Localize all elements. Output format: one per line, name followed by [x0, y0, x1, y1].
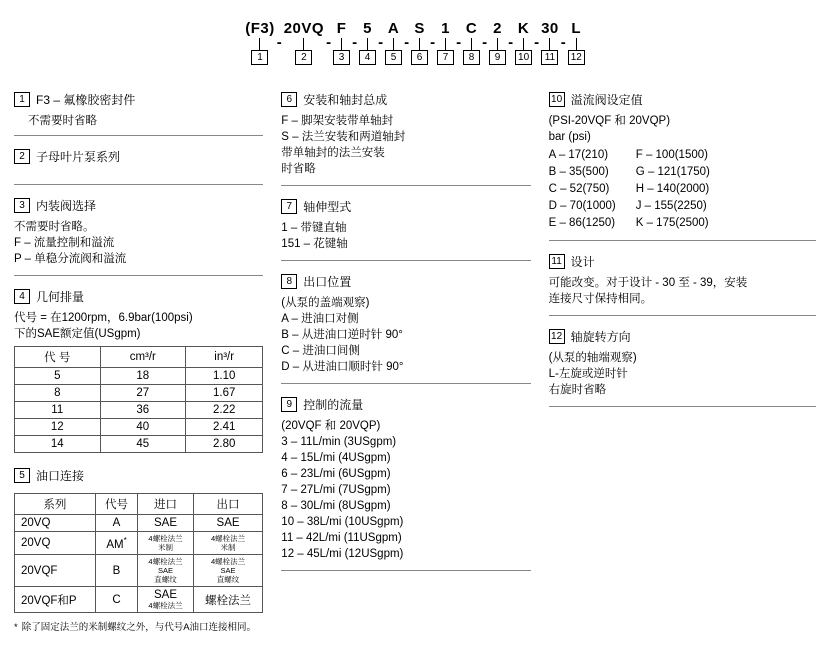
item-9-line-7: 10 – 38L/mi (10USgpm) [281, 516, 404, 528]
item-number-2: 2 [14, 149, 30, 164]
item-title-3: 内装阀选择 [36, 199, 97, 213]
leader-line-1 [259, 38, 260, 50]
item-number-3: 3 [14, 198, 30, 213]
cell-code: 8 [15, 385, 101, 402]
divider [549, 406, 816, 407]
code-segment-6[interactable] [411, 20, 428, 65]
leader-line-8 [471, 38, 472, 50]
table-header-row [15, 347, 263, 368]
cell-code: 5 [15, 368, 101, 385]
cell-outlet [193, 532, 263, 555]
legend-item-3 [14, 197, 263, 276]
item-9-line-6: 8 – 30L/mi (8USgpm) [281, 500, 391, 512]
divider [281, 260, 530, 261]
legend-column-2 [281, 91, 548, 646]
divider [14, 135, 263, 136]
item-title-6: 安装和轴封总成 [303, 93, 388, 107]
relief-b: B – 35(500) [548, 166, 609, 178]
port-connection-table [14, 493, 263, 613]
code-text-3: F [336, 20, 347, 37]
table-row [15, 587, 263, 613]
cell-code: B [95, 555, 137, 587]
table-row [15, 402, 263, 419]
item-9-line-2: 3 – 11L/min (3USgpm) [281, 436, 397, 448]
code-segment-9[interactable] [489, 20, 506, 65]
table-row [15, 368, 263, 385]
col-header-series: 系列 [15, 494, 96, 515]
cell-cm3r: 27 [100, 385, 186, 402]
cell-code: C [95, 587, 137, 613]
code-number-3: 3 [333, 50, 350, 65]
divider [281, 185, 530, 186]
cell-outlet: SAE [193, 515, 263, 532]
cell-inlet-note-2: 米制 [158, 543, 173, 552]
leader-line-11 [549, 38, 550, 50]
relief-setting-left-column [549, 147, 616, 232]
cell-inlet-note: 4螺栓法兰 [148, 601, 183, 610]
divider [281, 570, 530, 571]
cell-in3r: 1.10 [186, 368, 263, 385]
item-title-10: 溢流阀设定值 [570, 93, 643, 107]
code-separator: - [482, 34, 488, 51]
relief-a: A – 17(210) [548, 149, 609, 161]
code-text-11: 30 [541, 20, 559, 37]
legend-item-12 [549, 328, 816, 407]
cell-code: A [95, 515, 137, 532]
item-9-line-1: (20VQF 和 20VQP) [281, 420, 381, 432]
code-number-7: 7 [437, 50, 454, 65]
item-12-line-2: L-左旋或逆时针 [548, 368, 628, 380]
cell-in3r: 2.41 [186, 419, 263, 436]
leader-line-2 [303, 38, 304, 50]
code-separator: - [560, 34, 566, 51]
item-3-line-2: F – 流量控制和溢流 [14, 237, 115, 249]
item-number-12: 12 [549, 329, 565, 344]
item-number-5: 5 [14, 468, 30, 483]
code-text-12: L [571, 20, 582, 37]
leader-line-12 [576, 38, 577, 50]
code-number-4: 4 [359, 50, 376, 65]
item-title-4: 几何排量 [36, 290, 85, 304]
item-10-line-1: (PSI-20VQF 和 20VQP) [548, 115, 671, 127]
code-segment-4[interactable] [359, 20, 376, 65]
code-text-10: K [517, 20, 530, 37]
legend-item-11 [549, 253, 816, 316]
col-header-code: 代号 [95, 494, 137, 515]
cell-code-text: AM [106, 538, 124, 551]
relief-f: F – 100(1500) [635, 149, 708, 161]
item-4-line-1: 代号 = 在1200rpm，6.9bar(100psi) [14, 312, 193, 324]
cell-outlet-note-3: 直螺纹 [216, 575, 240, 584]
item-number-6: 6 [281, 92, 297, 107]
code-number-12: 12 [568, 50, 585, 65]
code-segment-3[interactable] [333, 20, 350, 65]
footnote-mark: * [14, 622, 18, 633]
item-9-line-5: 7 – 27L/mi (7USgpm) [281, 484, 391, 496]
cell-code: 14 [15, 436, 101, 453]
item-number-9: 9 [281, 397, 297, 412]
cell-inlet [138, 587, 194, 613]
code-number-2: 2 [295, 50, 312, 65]
legend-item-1 [14, 91, 263, 136]
legend-column-3 [549, 91, 816, 646]
code-text-4: 5 [363, 20, 372, 37]
item-number-11: 11 [549, 254, 565, 269]
model-code-line [0, 0, 830, 65]
code-number-10: 10 [515, 50, 532, 65]
divider [14, 275, 263, 276]
relief-c: C – 52(750) [548, 183, 610, 195]
cell-outlet [193, 555, 263, 587]
code-text-8: C [465, 20, 478, 37]
item-1-line-1: 不需要时省略 [28, 115, 97, 127]
item-6-line-1: F – 脚架安装带单轴封 [281, 115, 394, 127]
code-separator: - [276, 34, 282, 51]
cell-inlet-note-3: 直螺纹 [154, 575, 177, 584]
cell-outlet-text: 螺栓法兰 [205, 594, 252, 607]
leader-line-3 [341, 38, 342, 50]
code-separator: - [404, 34, 410, 51]
table-row [15, 532, 263, 555]
code-segment-7[interactable] [437, 20, 454, 65]
cell-series: 20VQ [15, 532, 96, 555]
leader-line-7 [445, 38, 446, 50]
item-title-9: 控制的流量 [303, 398, 364, 412]
item-8-line-3: B – 从进油口逆时针 90° [281, 329, 403, 341]
item-number-7: 7 [281, 199, 297, 214]
relief-k: K – 175(2500) [635, 217, 709, 229]
code-segment-5[interactable] [385, 20, 402, 65]
item-title-7: 轴伸型式 [303, 200, 352, 214]
legend-item-10 [549, 91, 816, 241]
item-6-line-3: 带单轴封的法兰安装 [281, 147, 385, 159]
code-separator: - [352, 34, 358, 51]
cell-in3r: 2.22 [186, 402, 263, 419]
item-12-line-3: 右旋时省略 [548, 384, 607, 396]
table-row [15, 515, 263, 532]
legend-item-6 [281, 91, 530, 186]
legend-columns [0, 91, 830, 646]
item-4-line-2: 下的SAE额定值(USgpm) [14, 328, 141, 340]
leader-line-10 [523, 38, 524, 50]
relief-e: E – 86(1250) [548, 217, 616, 229]
item-8-line-2: A – 进油口对侧 [281, 313, 359, 325]
cell-outlet-note-1: 4螺栓法兰 [210, 534, 246, 543]
code-number-9: 9 [489, 50, 506, 65]
item-12-line-1: (从泵的轴端观察) [548, 352, 637, 364]
code-separator: - [326, 34, 332, 51]
port-table-footnote [14, 621, 263, 634]
item-8-line-4: C – 进油口间侧 [281, 345, 360, 357]
leader-line-4 [367, 38, 368, 50]
item-number-8: 8 [281, 274, 297, 289]
cell-outlet [193, 587, 263, 613]
cell-cm3r: 45 [100, 436, 186, 453]
cell-inlet-text: SAE [153, 589, 177, 601]
cell-outlet-note-2: SAE [220, 566, 236, 575]
col-header-code: 代 号 [15, 347, 101, 368]
displacement-table [14, 346, 263, 453]
cell-inlet: SAE [138, 515, 194, 532]
item-title-5: 油口连接 [36, 469, 85, 483]
legend-item-9 [281, 396, 530, 571]
code-text-2: 20VQ [283, 20, 325, 37]
code-number-11: 11 [541, 50, 558, 65]
cell-code: 12 [15, 419, 101, 436]
item-9-line-9: 12 – 45L/mi (12USgpm) [281, 548, 404, 560]
item-11-line-2: 连接尺寸保持相同。 [548, 293, 653, 305]
legend-item-8 [281, 273, 530, 384]
col-header-cm3r: cm³/r [100, 347, 186, 368]
item-number-4: 4 [14, 289, 30, 304]
cell-inlet-note-2: SAE [157, 566, 173, 575]
item-number-1: 1 [14, 92, 30, 107]
code-number-5: 5 [385, 50, 402, 65]
col-header-in3r: in³/r [186, 347, 263, 368]
col-header-outlet: 出口 [193, 494, 263, 515]
leader-line-9 [497, 38, 498, 50]
code-segment-2[interactable] [284, 20, 324, 65]
cell-series: 20VQ [15, 515, 96, 532]
table-row [15, 419, 263, 436]
table-row [15, 555, 263, 587]
item-3-line-3: P – 单稳分流阀和溢流 [14, 253, 127, 265]
code-separator: - [378, 34, 384, 51]
cell-inlet-note-1: 4螺栓法兰 [148, 534, 183, 543]
item-8-line-1: (从泵的盖端观察) [281, 297, 370, 309]
table-row [15, 436, 263, 453]
divider [549, 315, 816, 316]
item-9-line-4: 6 – 23L/mi (6USgpm) [281, 468, 391, 480]
item-title-1: F3 – 氟橡胶密封件 [36, 93, 136, 107]
leader-line-5 [393, 38, 394, 50]
cell-code-footnote-mark: * [123, 535, 127, 545]
item-6-line-4: 时省略 [281, 163, 316, 175]
relief-h: H – 140(2000) [635, 183, 710, 195]
legend-item-7 [281, 198, 530, 261]
code-number-1: 1 [251, 50, 268, 65]
cell-inlet [138, 532, 194, 555]
item-9-line-8: 11 – 42L/mi (11USgpm) [281, 532, 402, 544]
cell-in3r: 1.67 [186, 385, 263, 402]
code-separator: - [430, 34, 436, 51]
item-10-line-2: bar (psi) [548, 131, 591, 143]
code-segment-10[interactable] [515, 20, 532, 65]
divider [14, 184, 263, 185]
cell-cm3r: 40 [100, 419, 186, 436]
relief-j: J – 155(2250) [635, 200, 707, 212]
relief-g: G – 121(1750) [635, 166, 710, 178]
col-header-inlet: 进口 [138, 494, 194, 515]
code-segment-1[interactable] [245, 20, 275, 65]
code-text-6: S [414, 20, 425, 37]
table-header-row [15, 494, 263, 515]
divider [549, 240, 816, 241]
code-segment-12[interactable] [568, 20, 585, 65]
table-row [15, 385, 263, 402]
cell-cm3r: 18 [100, 368, 186, 385]
item-9-line-3: 4 – 15L/mi (4USgpm) [281, 452, 391, 464]
item-title-12: 轴旋转方向 [570, 330, 631, 344]
code-number-8: 8 [463, 50, 480, 65]
cell-series: 20VQF和P [15, 587, 96, 613]
code-separator: - [534, 34, 540, 51]
code-number-6: 6 [411, 50, 428, 65]
cell-code [95, 532, 137, 555]
item-8-line-5: D – 从进油口顺时针 90° [281, 361, 404, 373]
code-separator: - [508, 34, 514, 51]
divider [281, 383, 530, 384]
cell-inlet [138, 555, 194, 587]
cell-outlet-note-1: 4螺栓法兰 [210, 557, 246, 566]
item-11-line-1: 可能改变。对于设计 - 30 至 - 39，安装 [548, 277, 748, 289]
item-7-line-1: 1 – 带键直轴 [281, 222, 347, 234]
cell-in3r: 2.80 [186, 436, 263, 453]
cell-outlet-note-2: 米制 [220, 543, 236, 552]
relief-setting-lists [549, 147, 816, 232]
code-text-9: 2 [493, 20, 502, 37]
item-title-8: 出口位置 [303, 275, 352, 289]
code-text-7: 1 [441, 20, 450, 37]
item-number-10: 10 [549, 92, 565, 107]
code-segment-8[interactable] [463, 20, 480, 65]
item-title-2: 子母叶片泵系列 [36, 150, 121, 164]
code-text-5: A [387, 20, 400, 37]
legend-column-1 [14, 91, 281, 646]
code-segment-11[interactable] [541, 20, 559, 65]
relief-d: D – 70(1000) [548, 200, 616, 212]
legend-item-5 [14, 467, 263, 634]
code-text-1: (F3) [245, 20, 275, 37]
cell-cm3r: 36 [100, 402, 186, 419]
item-3-line-1: 不需要时省略。 [14, 221, 95, 233]
cell-inlet-note-1: 4螺栓法兰 [148, 557, 183, 566]
item-title-11: 设计 [570, 255, 595, 269]
item-6-line-2: S – 法兰安装和两道轴封 [281, 131, 406, 143]
code-separator: - [456, 34, 462, 51]
legend-item-2 [14, 148, 263, 185]
leader-line-6 [419, 38, 420, 50]
item-7-line-2: 151 – 花键轴 [281, 238, 348, 250]
relief-setting-right-column [636, 147, 710, 232]
footnote-text: 除了固定法兰的米制螺纹之外，与代号A油口连接相同。 [21, 622, 257, 633]
cell-code: 11 [15, 402, 101, 419]
cell-series: 20VQF [15, 555, 96, 587]
legend-item-4 [14, 288, 263, 453]
